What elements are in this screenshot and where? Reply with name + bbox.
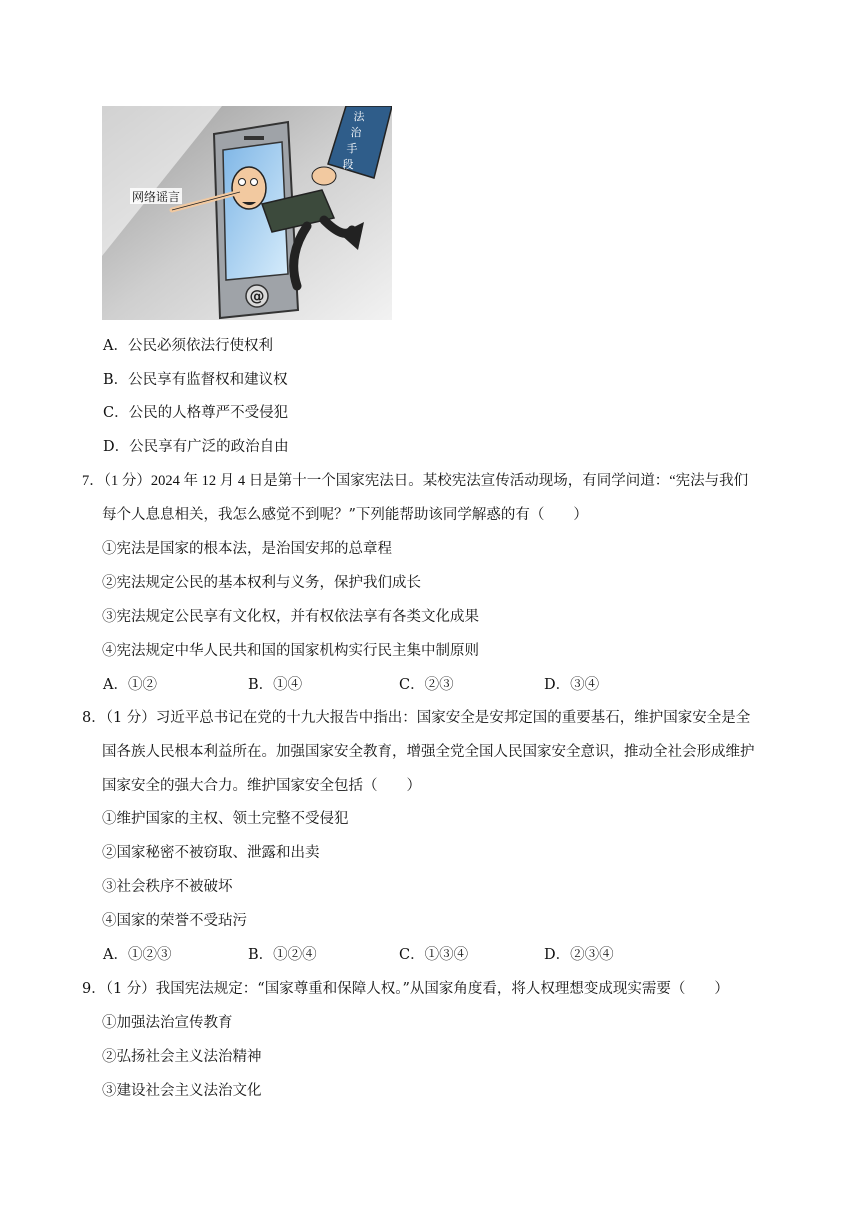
q7-item-4: ④宪法规定中华人民共和国的国家机构实行民主集中制原则	[102, 643, 479, 659]
q9-item-3: ③建设社会主义法治文化	[102, 1083, 262, 1099]
q7-item-2: ②宪法规定公民的基本权利与义务，保护我们成长	[102, 575, 421, 591]
q6-option-c: C．公民的人格尊严不受侵犯	[103, 405, 289, 421]
svg-text:法: 法	[353, 110, 365, 123]
q8-choices	[0, 945, 860, 965]
q9-item-1: ①加强法治宣传教育	[102, 1015, 233, 1031]
q6-option-d: D．公民享有广泛的政治自由	[103, 439, 289, 455]
q8-stem-line-3: 国家安全的强大合力。维护国家安全包括（ ）	[102, 778, 421, 794]
q8-item-3: ③社会秩序不被破坏	[102, 879, 233, 895]
q8-item-4: ④国家的荣誉不受玷污	[102, 913, 247, 929]
q7-stem-line-2: 每个人息息相关，我怎么感觉不到呢？”下列能帮助该同学解惑的有（ ）	[102, 507, 588, 523]
svg-text:段: 段	[342, 158, 354, 171]
q7-item-1: ①宪法是国家的根本法，是治国安邦的总章程	[102, 541, 392, 557]
q8-choice-c: C．①③④	[399, 947, 469, 963]
q6-option-b: B．公民享有监督权和建议权	[103, 372, 288, 388]
q8-item-2: ②国家秘密不被窃取、泄露和出卖	[102, 845, 320, 861]
q9-item-2: ②弘扬社会主义法治精神	[102, 1049, 262, 1065]
cartoon-illustration	[102, 106, 392, 320]
q8-item-1: ①维护国家的主权、领土完整不受侵犯	[102, 811, 349, 827]
q7-choice-d: D．③④	[544, 677, 600, 693]
q7-choice-c: C．②③	[399, 677, 454, 693]
q8-choice-b: B．①②④	[248, 947, 317, 963]
q7-choice-b: B．①④	[248, 677, 303, 693]
svg-text:治: 治	[350, 126, 362, 139]
q7-choices	[0, 675, 860, 695]
q9-stem-line-1: 9．（1 分）我国宪法规定：“国家尊重和保障人权。”从国家角度看，将人权理想变成现实需要（ ）	[82, 981, 729, 997]
q8-stem-line-2: 国各族人民根本利益所在。加强国家安全教育，增强全党全国人民国家安全意识，推动全社会形成维护	[102, 744, 755, 760]
rumor-label: 网络谣言	[131, 190, 181, 204]
q7-choice-a: A．①②	[103, 677, 157, 693]
q7-stem-line-1: 7．（1 分）2024 年 12 月 4 日是第十一个国家宪法日。某校宪法宣传活动现场，有同学问道：“宪法与我们	[82, 473, 749, 489]
q6-option-a: A．公民必须依法行使权利	[103, 338, 273, 354]
at-symbol: @	[249, 287, 265, 305]
q8-choice-a: A．①②③	[103, 947, 172, 963]
svg-text:手: 手	[346, 142, 358, 155]
q8-stem-line-1: 8．（1 分）习近平总书记在党的十九大报告中指出：国家安全是安邦定国的重要基石，维护国家安全是全	[82, 710, 751, 726]
q8-choice-d: D．②③④	[544, 947, 614, 963]
q7-item-3: ③宪法规定公民享有文化权，并有权依法享有各类文化成果	[102, 609, 479, 625]
